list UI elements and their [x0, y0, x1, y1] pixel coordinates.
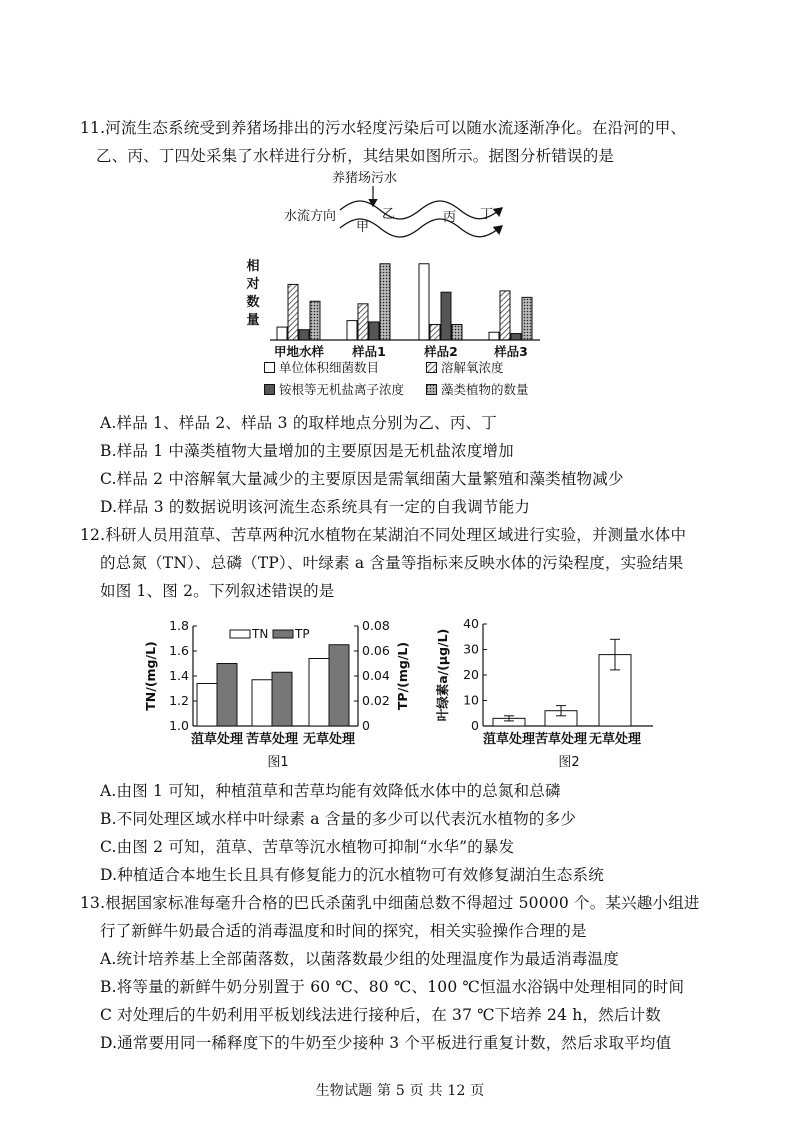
q12-stem-line1: 12.科研人员用菹草、苦草两种沉水植物在某湖泊不同处理区域进行实验，并测量水体中: [80, 526, 687, 544]
fig1-legend-tp-swatch: [273, 630, 293, 638]
legend-label-algae: 藻类植物的数量: [440, 382, 529, 397]
site-yi: 乙: [382, 207, 396, 222]
q13-option-b: B.将等量的新鲜牛奶分别置于 60 ℃、80 ℃、100 ℃恒温水浴锅中处理相同的时间: [100, 978, 685, 996]
legend-item-bacteria: [264, 358, 379, 376]
legend-label-oxygen: 溶解氧浓度: [440, 360, 504, 375]
q12-option-b: B.不同处理区域水样中叶绿素 a 含量的多少可以代表沉水植物的多少: [100, 810, 577, 828]
q11-bar-dark: [441, 292, 451, 340]
fig1-bar-tn: [309, 659, 329, 727]
site-ding: 丁: [480, 207, 494, 222]
legend-item-ions: [264, 380, 404, 398]
fig1-x-label: 苦草处理: [245, 732, 299, 747]
fig1-x-label: 菹草处理: [190, 732, 244, 747]
legend-label-bacteria: 单位体积细菌数目: [278, 360, 379, 375]
legend-swatch-hatch: [426, 362, 437, 373]
legend-swatch-dots: [426, 384, 437, 395]
q11-bar-dots: [522, 297, 532, 340]
fig2-x-labels: [483, 731, 642, 747]
fig1-bar-tp: [329, 645, 349, 726]
fig1-left-tick: 1.4: [169, 668, 189, 683]
fig1-ylabel-right: TP/(mg/L): [395, 641, 410, 711]
fig1-right-tick: 0.06: [362, 643, 390, 658]
q11-bars: [277, 264, 532, 340]
site-jia: 甲: [356, 220, 370, 235]
q11-bar-dots: [310, 301, 320, 340]
fig1-legend: [230, 627, 310, 641]
fig1-legend-tn-swatch: [230, 630, 250, 638]
fig2-x-label: 无草处理: [588, 732, 642, 747]
legend-label-ions: 铵根等无机盐离子浓度: [278, 382, 404, 397]
q13-stem-line1: 13.根据国家标准每毫升合格的巴氏杀菌乳中细菌总数不得超过 50000 个。某兴趣小组进: [80, 894, 700, 912]
legend-item-algae: [426, 380, 529, 398]
fig1-left-tick: 1.0: [169, 718, 189, 733]
q11-bar-dark: [511, 334, 521, 340]
q11-stem-line2: 乙、丙、丁四处采集了水样进行分析，其结果如图所示。据图分析错误的是: [96, 147, 615, 165]
fig1-ylabel-left: TN/(mg/L): [143, 641, 158, 711]
legend-swatch-white: [264, 362, 275, 373]
fig1-bar-tn: [197, 684, 217, 727]
q11-bar-hatch: [500, 291, 510, 340]
fig2-bars: [493, 639, 631, 726]
fig2-x-label: 苦草处理: [534, 732, 588, 747]
q11-bar-hatch: [358, 304, 368, 340]
q11-bar-white: [347, 321, 357, 340]
q12-figure2: [435, 612, 665, 772]
q11-bar-dots: [380, 264, 390, 340]
river-flow-label: 水流方向: [284, 209, 337, 224]
q13-stem-line2: 行了新鲜牛奶最合适的消毒温度和时间的探究，相关实验操作合理的是: [100, 922, 587, 940]
q11-x-label: 样品3: [494, 344, 528, 359]
fig1-legend-tp: TP: [295, 627, 310, 641]
q12-option-c: C.由图 2 可知，菹草、苦草等沉水植物可抑制“水华”的暴发: [100, 838, 515, 856]
fig1-bar-tn: [252, 680, 272, 726]
q11-option-b: B.样品 1 中藻类植物大量增加的主要原因是无机盐浓度增加: [100, 442, 514, 460]
fig1-bar-tp: [217, 664, 237, 727]
q11-ylabel-char: 对: [246, 277, 260, 292]
fig2-tick: 30: [463, 641, 479, 657]
fig2-tick: 40: [463, 616, 479, 631]
q11-stem-line1: 11.河流生态系统受到养猪场排出的污水轻度污染后可以随水流逐渐净化。在沿河的甲、: [80, 119, 687, 137]
river-upper-bank: [340, 201, 502, 219]
river-diagram: [270, 168, 530, 248]
q12-stem-line3: 如图 1、图 2。下列叙述错误的是: [100, 582, 335, 600]
fig1-bars: [197, 645, 349, 726]
fig2-tick: 20: [463, 667, 479, 682]
fig2-tick: 10: [463, 692, 479, 708]
q11-bar-dark: [369, 322, 379, 340]
fig2-caption: 图2: [558, 755, 580, 770]
q11-option-c: C.样品 2 中溶解氧大量减少的主要原因是需氧细菌大量繁殖和藻类植物减少: [100, 470, 624, 488]
fig2-x-label: 菹草处理: [482, 732, 536, 747]
q11-bar-dots: [452, 324, 462, 340]
fig1-left-tick: 1.8: [169, 618, 189, 633]
q11-ylabel-char: 数: [246, 295, 260, 310]
q11-bar-hatch: [430, 324, 440, 340]
fig1-left-tick: 1.6: [169, 643, 189, 658]
q12-option-a: A.由图 1 可知，种植菹草和苦草均能有效降低水体中的总氮和总磷: [100, 782, 561, 800]
q13-option-d: D.通常要用同一稀释度下的牛奶至少接种 3 个平板进行重复计数，然后求取平均值: [100, 1034, 672, 1052]
fig2-ylabel: 叶绿素a/(μg/L): [435, 628, 450, 722]
fig2-tick: 0: [471, 718, 479, 733]
q11-x-label: 样品1: [352, 344, 386, 359]
river-source-label: 养猪场污水: [332, 171, 398, 186]
q11-option-d: D.样品 3 的数据说明该河流生态系统具有一定的自我调节能力: [100, 498, 531, 516]
q11-option-a: A.样品 1、样品 2、样品 3 的取样地点分别为乙、丙、丁: [100, 414, 497, 432]
q11-bar-white: [277, 327, 287, 340]
legend-swatch-dark: [264, 384, 275, 395]
q11-ylabel-char: 相: [246, 259, 260, 274]
q11-bar-white: [419, 264, 429, 340]
q11-ylabel: [245, 258, 259, 328]
fig1-x-labels: [191, 731, 356, 747]
legend-item-oxygen: [426, 358, 504, 376]
q11-bar-white: [489, 332, 499, 340]
q11-x-labels: [274, 344, 528, 359]
q12-figure1: [145, 612, 420, 772]
fig1-right-tick: 0.08: [362, 618, 390, 633]
q11-x-label: 样品2: [424, 344, 458, 359]
q13-option-a: A.统计培养基上全部菌落数，以菌落数最少组的处理温度作为最适消毒温度: [100, 950, 619, 968]
q11-ylabel-char: 量: [246, 313, 260, 328]
q12-option-d: D.种植适合本地生长且具有修复能力的沉水植物可有效修复湖泊生态系统: [100, 866, 604, 884]
q11-bar-dark: [299, 330, 309, 340]
q13-option-c: C 对处理后的牛奶利用平板划线法进行接种后，在 37 ℃下培养 24 h，然后计数: [100, 1006, 661, 1024]
fig1-right-axis: [354, 618, 410, 733]
fig1-right-tick: 0.02: [362, 693, 390, 708]
page-footer: 生物试题 第 5 页 共 12 页: [315, 1083, 485, 1099]
fig1-right-tick: 0: [362, 718, 370, 733]
fig1-legend-tn: TN: [252, 627, 269, 641]
fig1-caption: 图1: [267, 755, 289, 770]
q12-stem-line2: 的总氮（TN）、总磷（TP）、叶绿素 a 含量等指标来反映水体的污染程度，实验结果: [100, 554, 684, 572]
fig1-bar-tp: [272, 672, 292, 726]
fig1-left-tick: 1.2: [169, 693, 189, 708]
fig1-x-label: 无草处理: [302, 732, 356, 747]
fig1-right-tick: 0.04: [362, 668, 390, 683]
q11-bar-chart: [235, 250, 565, 400]
site-bing: 丙: [443, 210, 457, 225]
q11-x-label: 甲地水样: [273, 344, 325, 359]
q11-bar-hatch: [288, 284, 298, 340]
